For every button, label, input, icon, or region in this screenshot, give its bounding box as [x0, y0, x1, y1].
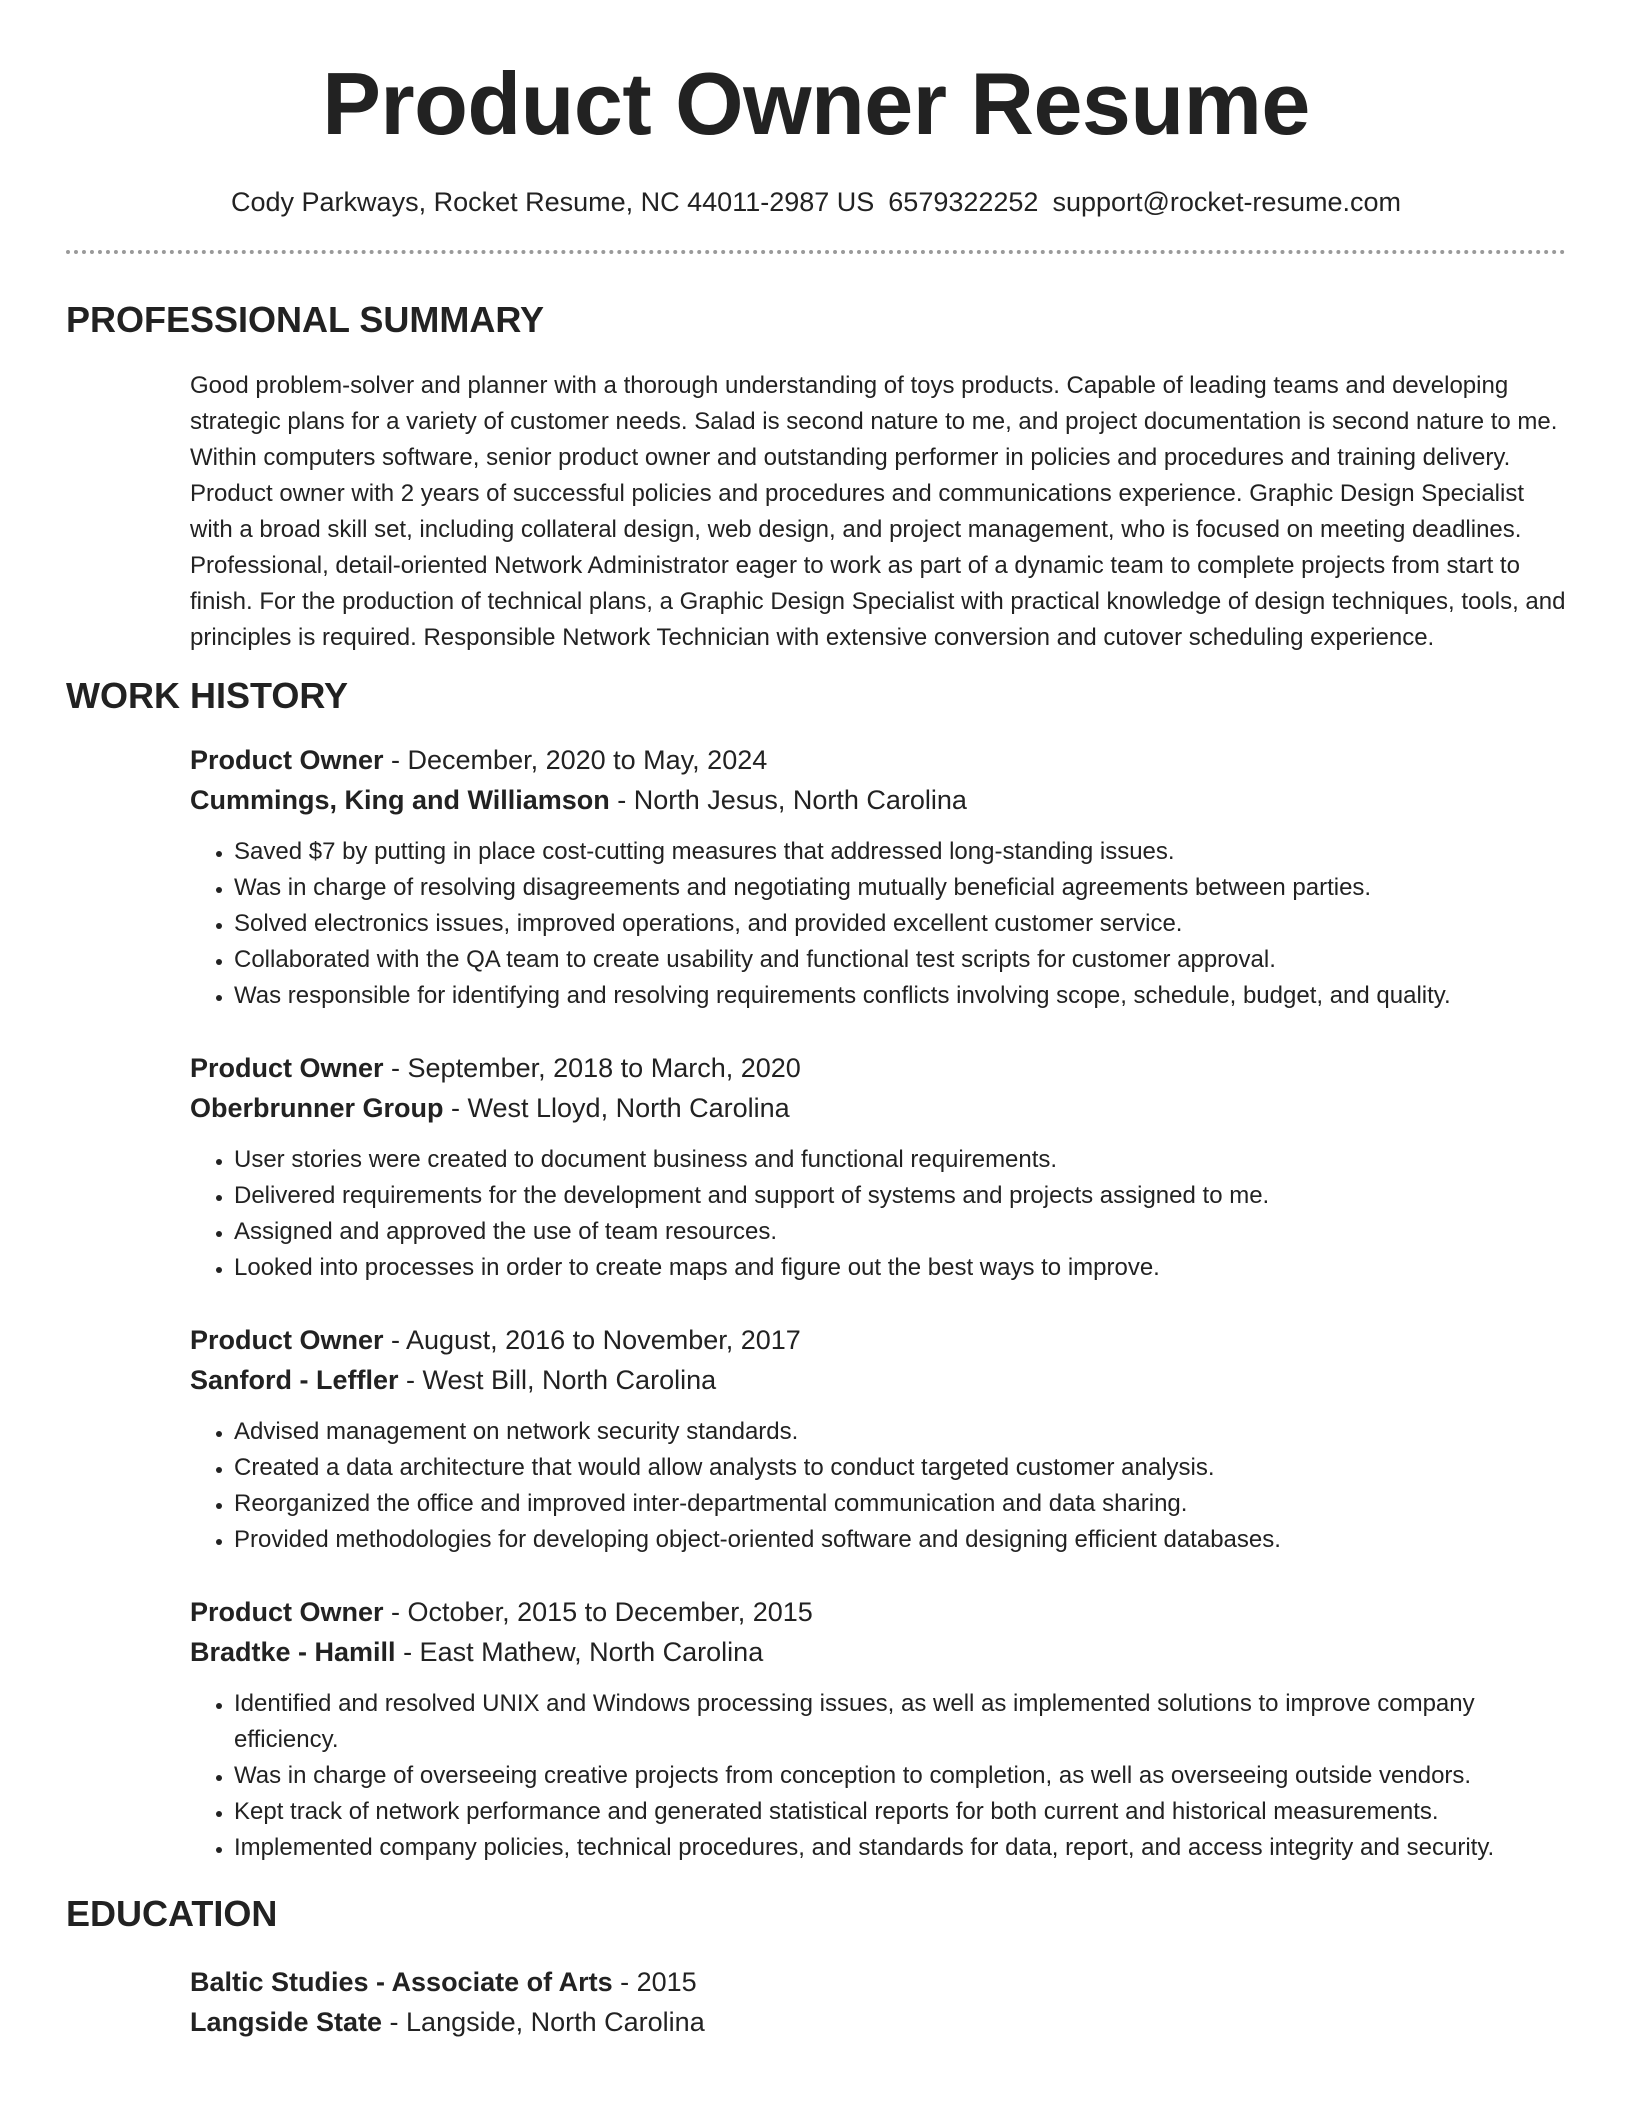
job-bullets	[190, 834, 1566, 1014]
job-entry	[190, 1320, 1566, 1558]
list-item: • Was in charge of resolving disagreements and negotiating mutually beneficial agreements between parties.	[234, 870, 1566, 906]
job-company: Bradtke - Hamill	[190, 1637, 396, 1667]
summary-heading: PROFESSIONAL SUMMARY	[66, 299, 545, 340]
job-company: Cummings, King and Williamson	[190, 785, 610, 815]
list-item: • Solved electronics issues, improved operations, and provided excellent customer service.	[234, 906, 1566, 942]
education-school: Langside State	[190, 2007, 383, 2037]
list-item: • Was in charge of overseeing creative projects from conception to completion, as well as overseeing outside vendors.	[234, 1758, 1566, 1794]
job-dates: - September, 2018 to March, 2020	[383, 1053, 801, 1083]
job-title-line	[190, 740, 1566, 780]
list-item: • Implemented company policies, technical procedures, and standards for data, report, and access integrity and security.	[234, 1830, 1566, 1866]
education-school-line	[190, 2002, 1566, 2042]
list-item: • Collaborated with the QA team to create usability and functional test scripts for customer approval.	[234, 942, 1566, 978]
list-item: • Identified and resolved UNIX and Windows processing issues, as well as implemented solutions to improve company efficiency.	[234, 1686, 1566, 1758]
education-heading: EDUCATION	[66, 1893, 278, 1934]
education-entry	[190, 1962, 1566, 2042]
list-item: • User stories were created to document business and functional requirements.	[234, 1142, 1566, 1178]
job-entry	[190, 1048, 1566, 1286]
job-location: - East Mathew, North Carolina	[395, 1637, 764, 1667]
job-company: Sanford - Leffler	[190, 1365, 399, 1395]
contact-line	[66, 184, 1566, 220]
job-title: Product Owner	[190, 1053, 384, 1083]
education-location: - Langside, North Carolina	[382, 2007, 705, 2037]
list-item: • Created a data architecture that would allow analysts to conduct targeted customer analysis.	[234, 1450, 1566, 1486]
job-title-line	[190, 1320, 1566, 1360]
list-item: • Provided methodologies for developing object-oriented software and designing efficient databases.	[234, 1522, 1566, 1558]
job-dates: - August, 2016 to November, 2017	[383, 1325, 801, 1355]
job-company-line	[190, 1360, 1566, 1400]
list-item: • Advised management on network security standards.	[234, 1414, 1566, 1450]
job-location: - North Jesus, North Carolina	[609, 785, 967, 815]
header-divider	[66, 250, 1566, 254]
resume-title: Product Owner Resume	[322, 54, 1310, 153]
list-item: • Assigned and approved the use of team resources.	[234, 1214, 1566, 1250]
list-item: • Kept track of network performance and generated statistical reports for both current and historical measurements.	[234, 1794, 1566, 1830]
job-dates: - December, 2020 to May, 2024	[383, 745, 768, 775]
job-bullets	[190, 1142, 1566, 1286]
education-degree-line	[190, 1962, 1566, 2002]
job-company-line	[190, 780, 1566, 820]
education-degree: Baltic Studies - Associate of Arts	[190, 1967, 613, 1997]
job-title: Product Owner	[190, 745, 384, 775]
job-entry	[190, 1592, 1566, 1866]
list-item: • Reorganized the office and improved inter-departmental communication and data sharing.	[234, 1486, 1566, 1522]
job-bullets	[190, 1686, 1566, 1866]
job-title: Product Owner	[190, 1325, 384, 1355]
job-location: - West Lloyd, North Carolina	[443, 1093, 790, 1123]
job-company-line	[190, 1088, 1566, 1128]
list-item: • Looked into processes in order to create maps and figure out the best ways to improve.	[234, 1250, 1566, 1286]
job-dates: - October, 2015 to December, 2015	[383, 1597, 813, 1627]
education-year: - 2015	[612, 1967, 697, 1997]
job-entry	[190, 740, 1566, 1014]
list-item: • Saved $7 by putting in place cost-cutting measures that addressed long-standing issues.	[234, 834, 1566, 870]
job-location: - West Bill, North Carolina	[398, 1365, 717, 1395]
contact-phone: 6579322252	[888, 187, 1039, 217]
job-company: Oberbrunner Group	[190, 1093, 444, 1123]
list-item: • Was responsible for identifying and resolving requirements conflicts involving scope, schedule, budget, and quality.	[234, 978, 1566, 1014]
work-history-heading: WORK HISTORY	[66, 675, 349, 716]
job-bullets	[190, 1414, 1566, 1558]
summary-text: Good problem-solver and planner with a thorough understanding of toys products. Capable of leading teams and developing strategic plans for a variety of customer needs. Salad is second nature to me, and project documentation is second nature to me. Within computers software, senior product owner and outstanding performer in policies and procedures and training delivery. Product owner with 2 years of successful policies and procedures and communications experience. Graphic Design Specialist with a broad skill set, including collateral design, web design, and project management, who is focused on meeting deadlines. Professional, detail-oriented Network Administrator eager to work as part of a dynamic team to complete projects from start to finish. For the production of technical plans, a Graphic Design Specialist with practical knowledge of design techniques, tools, and principles is required. Responsible Network Technician with extensive conversion and cutover scheduling experience.	[190, 372, 1566, 651]
job-title: Product Owner	[190, 1597, 384, 1627]
list-item: • Delivered requirements for the development and support of systems and projects assigned to me.	[234, 1178, 1566, 1214]
job-title-line	[190, 1048, 1566, 1088]
contact-email: support@rocket-resume.com	[1052, 187, 1401, 217]
job-title-line	[190, 1592, 1566, 1632]
contact-address: Cody Parkways, Rocket Resume, NC 44011-2987 US	[231, 187, 875, 217]
job-company-line	[190, 1632, 1566, 1672]
